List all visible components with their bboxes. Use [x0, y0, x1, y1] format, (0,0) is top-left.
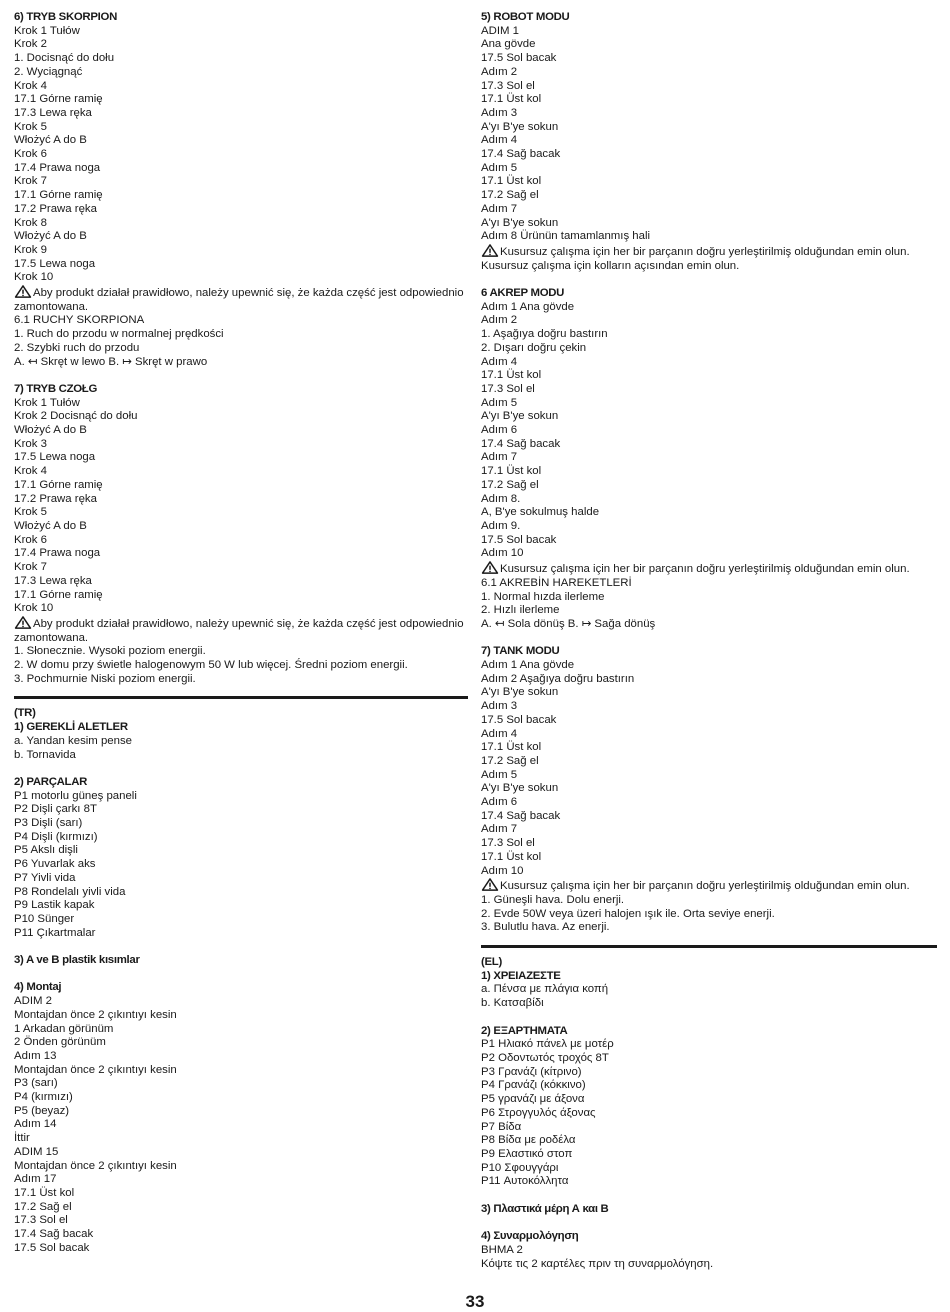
- text-line: Adım 7: [481, 202, 518, 215]
- section-heading: 7) TRYB CZOŁG: [14, 382, 98, 395]
- text-line: Krok 6: [14, 533, 47, 546]
- text-line: Adım 14: [14, 1118, 57, 1131]
- text-line: Adım 13: [14, 1049, 57, 1062]
- spacer: [481, 273, 937, 287]
- section-heading: 2) PARÇALAR: [14, 775, 88, 788]
- warning-text: Kusursuz çalışma için her bir parçanın doğru yerleştirilmiş olduğundan emin olun.: [500, 880, 910, 893]
- section-heading: 1) ΧΡΕΙΑΖΕΣΤΕ: [481, 969, 561, 982]
- text-line: 6.1 AKREBİN HAREKETLERİ: [481, 576, 632, 589]
- text-line: Adım 17: [14, 1173, 57, 1186]
- text-line: Adım 5: [481, 396, 518, 409]
- warning-note: [14, 616, 468, 645]
- text-line: Adım 8.: [481, 492, 521, 505]
- text-line: Adım 1 Ana gövde: [481, 659, 575, 672]
- text-line: 17.3 Sol el: [14, 1214, 68, 1227]
- text-line: Krok 1 Tułów: [14, 396, 80, 409]
- text-line: 17.2 Sağ el: [14, 1200, 72, 1213]
- text-line: P6 Yuvarlak aks: [14, 858, 96, 871]
- text-line: P10 Σφουγγάρι: [481, 1161, 559, 1174]
- text-line: 17.2 Prawa ręka: [14, 202, 97, 215]
- text-line: 17.1 Üst kol: [481, 369, 542, 382]
- text-line: 17.3 Lewa ręka: [14, 106, 92, 119]
- spacer: [14, 369, 468, 383]
- text-line: 2. Hızlı ilerleme: [481, 604, 560, 617]
- warning-icon: [14, 285, 32, 298]
- text-line: Adım 3: [481, 700, 518, 713]
- section-heading: 2) ΕΞΑΡΤΗΜΑΤΑ: [481, 1024, 568, 1037]
- text-line: b. Κατσαβίδι: [481, 997, 544, 1010]
- section-heading: 3) A ve B plastik kısımlar: [14, 954, 140, 967]
- text-line: 17.2 Prawa ręka: [14, 492, 97, 505]
- text-line: 17.1 Górne ramię: [14, 189, 103, 202]
- text-line: 17.2 Sağ el: [481, 189, 539, 202]
- text-line: P4 Dişli (kırmızı): [14, 830, 98, 843]
- text-line: 17.4 Prawa noga: [14, 161, 101, 174]
- text-line: 17.5 Lewa noga: [14, 257, 96, 270]
- text-line: Włożyć A do B: [14, 520, 87, 532]
- text-line: A'yı B'ye sokun: [481, 410, 559, 423]
- text-line: A. ↤ Skręt w lewo B. ↦ Skręt w prawo: [14, 355, 208, 368]
- text-line: Adım 2: [481, 314, 518, 327]
- warning-note: [481, 244, 937, 260]
- text-line: 17.5 Sol bacak: [14, 1241, 90, 1254]
- section-heading: 3) Πλαστικά μέρη Α και Β: [481, 1202, 609, 1215]
- text-line: P3 Γρανάζι (κίτρινο): [481, 1065, 582, 1078]
- text-line: Krok 3: [14, 437, 47, 450]
- text-line: 2. Dışarı doğru çekin: [481, 341, 587, 354]
- text-line: Κόψτε τις 2 καρτέλες πριν τη συναρμολόγηση.: [481, 1257, 714, 1270]
- spacer: [481, 1216, 937, 1230]
- text-line: 17.5 Sol bacak: [481, 713, 557, 726]
- text-line: P7 Βίδα: [481, 1120, 522, 1133]
- text-line: P4 (kırmızı): [14, 1091, 73, 1104]
- spacer: [481, 1011, 937, 1025]
- text-line: 17.5 Lewa noga: [14, 451, 96, 464]
- text-line: 17.1 Üst kol: [14, 1187, 75, 1199]
- text-line: Adım 8 Ürünün tamamlanmış hali: [481, 230, 651, 243]
- text-line: Montajdan önce 2 çıkıntıyı kesin: [14, 1063, 177, 1076]
- section-heading: 7) TANK MODU: [481, 645, 560, 658]
- text-line: P2 Dişli çarkı 8T: [14, 803, 97, 816]
- text-line: A. ↤ Sola dönüş B. ↦ Sağa dönüş: [481, 617, 656, 630]
- text-line: b. Tornavida: [14, 748, 76, 761]
- text-line: 1. Normal hızda ilerleme: [481, 590, 605, 603]
- text-line: İttir: [14, 1132, 30, 1145]
- text-line: 17.4 Prawa noga: [14, 547, 101, 560]
- warning-text: Aby produkt działał prawidłowo, należy upewnić się, że każda część jest odpowiednio zamontowana.: [14, 287, 464, 313]
- section-divider: [481, 945, 937, 948]
- warning-text: Kusursuz çalışma için her bir parçanın doğru yerleştirilmiş olduğundan emin olun.: [500, 245, 910, 258]
- warning-text: Kusursuz çalışma için her bir parçanın doğru yerleştirilmiş olduğundan emin olun.: [500, 563, 910, 576]
- text-line: Włożyć A do B: [14, 134, 87, 147]
- text-line: Krok 8: [14, 216, 47, 229]
- text-line: Krok 9: [14, 243, 47, 256]
- text-line: Adım 5: [481, 161, 518, 174]
- text-line: Adım 2: [481, 65, 518, 78]
- text-line: 2 Önden görünüm: [14, 1036, 106, 1049]
- text-line: 2. Szybki ruch do przodu: [14, 341, 140, 354]
- text-line: 17.2 Sağ el: [481, 754, 539, 767]
- text-line: a. Πένσα με πλάγια κοπή: [481, 983, 609, 996]
- text-line: Krok 6: [14, 148, 47, 161]
- text-line: Krok 4: [14, 465, 47, 478]
- text-line: P7 Yivli vida: [14, 871, 76, 884]
- text-line: 17.1 Górne ramię: [14, 93, 103, 106]
- warning-icon: [481, 561, 499, 574]
- text-line: 2. Evde 50W veya üzeri halojen ışık ile. Orta seviye enerji.: [481, 907, 775, 920]
- text-line: Krok 2: [14, 38, 47, 51]
- text-line: Włożyć A do B: [14, 230, 87, 243]
- text-line: 3. Pochmurnie Niski poziom energii.: [14, 672, 196, 685]
- text-line: 2. Wyciągnąć: [14, 65, 83, 78]
- text-line: P5 γρανάζι με άξονα: [481, 1093, 585, 1106]
- section-heading: 6 AKREP MODU: [481, 287, 565, 300]
- text-line: 17.1 Üst kol: [481, 465, 542, 478]
- text-line: Montajdan önce 2 çıkıntıyı kesin: [14, 1008, 177, 1021]
- text-line: Krok 7: [14, 561, 47, 574]
- text-line: 17.3 Sol el: [481, 382, 535, 395]
- text-line: Adım 7: [481, 451, 518, 464]
- text-line: 17.1 Üst kol: [481, 850, 542, 863]
- text-line: P8 Rondelalı yivli vida: [14, 885, 126, 898]
- text-line: Montajdan önce 2 çıkıntıyı kesin: [14, 1159, 177, 1172]
- text-line: Adım 9.: [481, 520, 521, 532]
- left-column: [14, 11, 468, 1256]
- section-heading: (TR): [14, 707, 36, 720]
- text-line: Krok 5: [14, 506, 47, 519]
- text-line: Adım 5: [481, 768, 518, 781]
- spacer: [14, 762, 468, 776]
- text-line: 1. Güneşli hava. Dolu enerji.: [481, 893, 625, 906]
- text-line: 3. Bulutlu hava. Az enerji.: [481, 921, 610, 934]
- text-line: A'yı B'ye sokun: [481, 120, 559, 133]
- text-line: 17.1 Üst kol: [481, 93, 542, 106]
- text-line: Krok 10: [14, 271, 54, 284]
- text-line: Adım 4: [481, 134, 518, 147]
- text-line: A'yı B'ye sokun: [481, 782, 559, 795]
- text-line: 17.4 Sağ bacak: [481, 437, 561, 450]
- text-line: 17.2 Sağ el: [481, 478, 539, 491]
- right-column: [481, 11, 937, 1271]
- text-line: P5 (beyaz): [14, 1104, 70, 1117]
- text-line: Adım 3: [481, 106, 518, 119]
- text-line: P11 Αυτοκόλλητα: [481, 1175, 569, 1188]
- text-line: Adım 6: [481, 796, 518, 809]
- text-line: P8 Βίδα με ροδέλα: [481, 1134, 576, 1147]
- text-line: 6.1 RUCHY SKORPIONA: [14, 314, 145, 327]
- text-line: ADIM 2: [14, 995, 52, 1008]
- text-line: Krok 7: [14, 175, 47, 188]
- text-line: P11 Çıkartmalar: [14, 926, 96, 939]
- text-line: 17.4 Sağ bacak: [14, 1228, 94, 1241]
- spacer: [14, 940, 468, 954]
- text-line: P10 Sünger: [14, 912, 75, 925]
- text-line: A, B'ye sokulmuş halde: [481, 506, 600, 519]
- text-line: P4 Γρανάζι (κόκκινο): [481, 1079, 586, 1092]
- section-heading: 4) Συναρμολόγηση: [481, 1230, 579, 1243]
- text-line: Adım 2 Aşağıya doğru bastırın: [481, 672, 635, 685]
- text-line: 17.3 Sol el: [481, 837, 535, 850]
- text-line: 17.1 Üst kol: [481, 175, 542, 188]
- page-number: 33: [465, 1292, 485, 1311]
- text-line: P3 (sarı): [14, 1077, 58, 1090]
- text-line: P2 Οδοντωτός τροχός 8T: [481, 1051, 609, 1064]
- text-line: Krok 5: [14, 120, 47, 133]
- text-line: Adım 10: [481, 864, 524, 877]
- section-divider: [14, 696, 468, 699]
- text-line: 17.5 Sol bacak: [481, 533, 557, 546]
- section-heading: 1) GEREKLİ ALETLER: [14, 721, 128, 734]
- warning-icon: [481, 878, 499, 891]
- text-line: Włożyć A do B: [14, 424, 87, 437]
- text-line: P9 Ελαστικό στοπ: [481, 1147, 573, 1160]
- text-line: Adım 10: [481, 547, 524, 560]
- warning-icon: [14, 616, 32, 629]
- section-heading: (EL): [481, 956, 502, 969]
- text-line: a. Yandan kesim pense: [14, 734, 132, 747]
- text-line: Krok 4: [14, 79, 47, 92]
- text-line: Krok 10: [14, 602, 54, 615]
- text-line: ADIM 1: [481, 24, 519, 37]
- text-line: 17.4 Sağ bacak: [481, 148, 561, 161]
- section-heading: 6) TRYB SKORPION: [14, 11, 117, 23]
- text-line: ADIM 15: [14, 1145, 59, 1158]
- text-line: 17.3 Sol el: [481, 79, 535, 92]
- text-line: A'yı B'ye sokun: [481, 216, 559, 229]
- text-line: P3 Dişli (sarı): [14, 817, 83, 830]
- spacer: [481, 1189, 937, 1203]
- text-line: P1 Ηλιακό πάνελ με μοτέρ: [481, 1038, 614, 1051]
- text-line: Adım 4: [481, 355, 518, 368]
- text-line: 1. Aşağıya doğru bastırın: [481, 328, 608, 341]
- section-heading: 4) Montaj: [14, 981, 62, 994]
- warning-text: Aby produkt działał prawidłowo, należy upewnić się, że każda część jest odpowiednio zamontowana.: [14, 617, 464, 644]
- text-line: P1 motorlu güneş paneli: [14, 789, 137, 802]
- text-line: 17.1 Górne ramię: [14, 588, 103, 601]
- text-line: 1. Docisnąć do dołu: [14, 52, 115, 65]
- text-line: P5 Akslı dişli: [14, 844, 78, 857]
- text-line: Adım 7: [481, 823, 518, 836]
- text-line: 17.3 Lewa ręka: [14, 574, 92, 587]
- spacer: [481, 632, 937, 646]
- text-line: 2. W domu przy świetle halogenowym 50 W lub więcej. Średni poziom energii.: [14, 659, 408, 672]
- text-line: 17.5 Sol bacak: [481, 52, 557, 65]
- warning-note: [481, 878, 937, 894]
- text-line: 17.1 Górne ramię: [14, 478, 103, 491]
- text-line: Adım 4: [481, 727, 518, 740]
- warning-note: [14, 285, 468, 314]
- text-line: 1. Ruch do przodu w normalnej prędkości: [14, 328, 224, 341]
- text-line: 1 Arkadan görünüm: [14, 1022, 114, 1035]
- text-line: Ana gövde: [481, 38, 536, 51]
- text-line: Krok 2 Docisnąć do dołu: [14, 410, 138, 423]
- text-line: 17.4 Sağ bacak: [481, 809, 561, 822]
- spacer: [14, 968, 468, 982]
- text-line: ΒΗΜΑ 2: [481, 1243, 523, 1256]
- warning-icon: [481, 244, 499, 257]
- text-line: Adım 1 Ana gövde: [481, 300, 575, 313]
- text-line: 1. Słonecznie. Wysoki poziom energii.: [14, 645, 206, 658]
- warning-note: [481, 561, 937, 577]
- text-line: Kusursuz çalışma için kolların açısından emin olun.: [481, 259, 740, 272]
- text-line: A'yı B'ye sokun: [481, 686, 559, 699]
- section-heading: 5) ROBOT MODU: [481, 11, 570, 23]
- text-line: Krok 1 Tułów: [14, 24, 80, 37]
- text-line: P9 Lastik kapak: [14, 899, 95, 912]
- text-line: 17.1 Üst kol: [481, 741, 542, 754]
- text-line: Adım 6: [481, 424, 518, 437]
- text-line: P6 Στρογγυλός άξονας: [481, 1106, 596, 1119]
